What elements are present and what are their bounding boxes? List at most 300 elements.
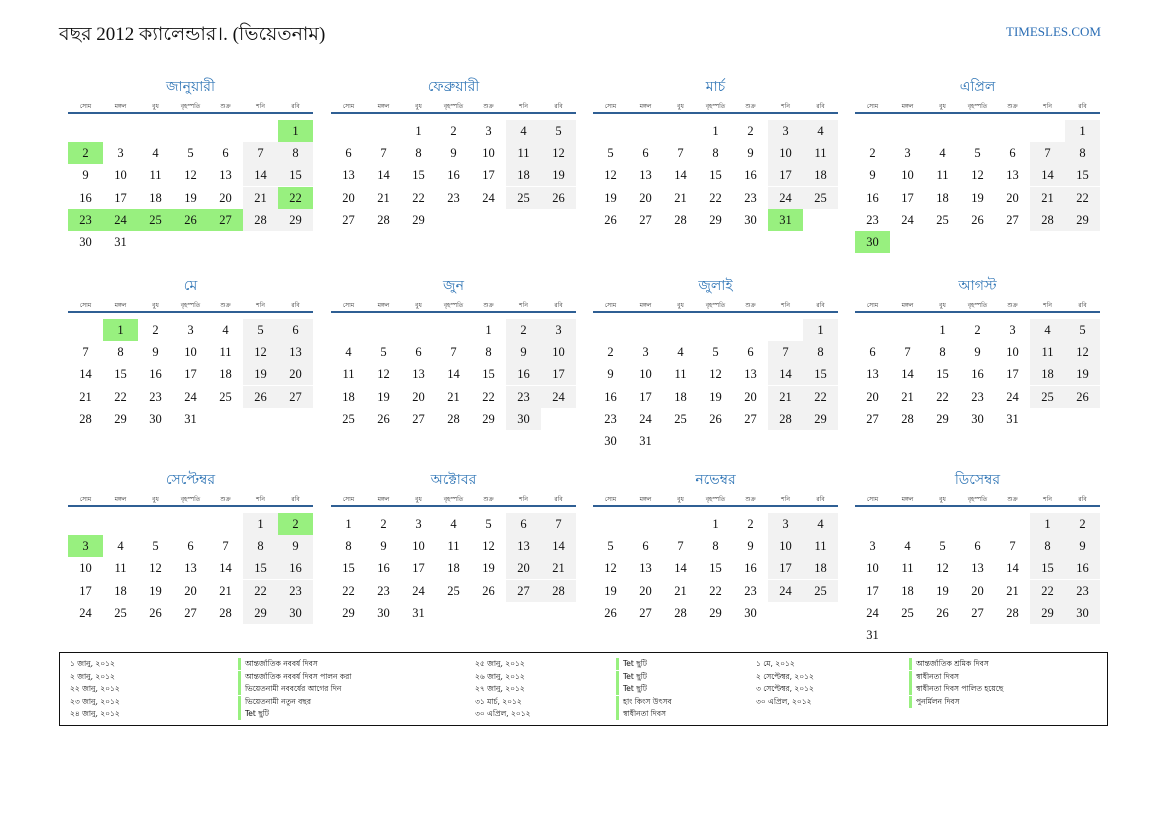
day-cell[interactable]: 6 bbox=[345, 146, 352, 161]
day-cell[interactable]: 10 bbox=[901, 168, 914, 183]
day-cell[interactable]: 1 bbox=[345, 517, 352, 531]
day-cell[interactable]: 28 bbox=[768, 408, 803, 430]
day-cell[interactable]: 20 bbox=[866, 389, 879, 404]
day-cell[interactable]: 29 bbox=[709, 605, 722, 620]
day-cell[interactable]: 21 bbox=[243, 187, 278, 209]
day-cell[interactable]: 23 bbox=[744, 190, 757, 205]
day-cell[interactable]: 20 bbox=[639, 583, 652, 598]
day-cell[interactable]: 13 bbox=[639, 168, 652, 183]
day-cell[interactable]: 6 bbox=[974, 539, 981, 554]
day-cell[interactable]: 9 bbox=[152, 345, 159, 360]
day-cell[interactable]: 7 bbox=[677, 539, 684, 554]
day-cell[interactable]: 29 bbox=[709, 212, 722, 227]
day-cell[interactable]: 6 bbox=[278, 319, 313, 341]
day-cell[interactable]: 28 bbox=[219, 605, 232, 620]
day-cell[interactable]: 27 bbox=[208, 209, 243, 231]
day-cell[interactable]: 17 bbox=[482, 168, 495, 183]
day-cell[interactable]: 15 bbox=[114, 367, 127, 382]
day-cell[interactable]: 22 bbox=[342, 583, 355, 598]
day-cell[interactable]: 7 bbox=[768, 341, 803, 363]
day-cell[interactable]: 22 bbox=[114, 389, 127, 404]
day-cell[interactable]: 22 bbox=[482, 389, 495, 404]
day-cell[interactable]: 23 bbox=[377, 583, 390, 598]
day-cell[interactable]: 7 bbox=[82, 345, 89, 360]
day-cell[interactable]: 24 bbox=[412, 583, 425, 598]
day-cell[interactable]: 21 bbox=[447, 389, 460, 404]
day-cell[interactable]: 13 bbox=[278, 341, 313, 363]
day-cell[interactable]: 11 bbox=[803, 142, 838, 164]
day-cell[interactable]: 14 bbox=[674, 561, 687, 576]
day-cell[interactable]: 16 bbox=[447, 168, 460, 183]
day-cell[interactable]: 20 bbox=[1006, 190, 1019, 205]
day-cell[interactable]: 27 bbox=[866, 411, 879, 426]
day-cell[interactable]: 24 bbox=[541, 386, 576, 408]
day-cell[interactable]: 3 bbox=[1009, 323, 1016, 337]
day-cell[interactable]: 1 bbox=[712, 124, 719, 138]
day-cell[interactable]: 23 bbox=[604, 411, 617, 426]
day-cell[interactable]: 5 bbox=[607, 146, 614, 161]
day-cell[interactable]: 29 bbox=[114, 411, 127, 426]
day-cell[interactable]: 2 bbox=[152, 323, 159, 337]
day-cell[interactable]: 24 bbox=[184, 389, 197, 404]
day-cell[interactable]: 15 bbox=[243, 557, 278, 579]
day-cell[interactable]: 17 bbox=[639, 389, 652, 404]
day-cell[interactable]: 5 bbox=[974, 146, 981, 161]
day-cell[interactable]: 6 bbox=[187, 539, 194, 554]
day-cell[interactable]: 20 bbox=[639, 190, 652, 205]
day-cell[interactable]: 14 bbox=[768, 363, 803, 385]
day-cell[interactable]: 25 bbox=[901, 605, 914, 620]
day-cell[interactable]: 11 bbox=[674, 367, 687, 382]
day-cell[interactable]: 2 bbox=[747, 124, 754, 138]
day-cell[interactable]: 24 bbox=[768, 187, 803, 209]
day-cell[interactable]: 6 bbox=[642, 146, 649, 161]
day-cell[interactable]: 4 bbox=[803, 513, 838, 535]
day-cell[interactable]: 9 bbox=[1065, 535, 1100, 557]
day-cell[interactable]: 16 bbox=[744, 168, 757, 183]
site-link[interactable]: TIMESLES.COM bbox=[1006, 24, 1101, 39]
day-cell[interactable]: 5 bbox=[712, 345, 719, 360]
day-cell[interactable]: 10 bbox=[482, 146, 495, 161]
day-cell[interactable]: 25 bbox=[447, 583, 460, 598]
day-cell[interactable]: 29 bbox=[342, 605, 355, 620]
day-cell[interactable]: 23 bbox=[971, 389, 984, 404]
day-cell[interactable]: 16 bbox=[377, 561, 390, 576]
day-cell[interactable]: 23 bbox=[744, 583, 757, 598]
day-cell[interactable]: 16 bbox=[149, 367, 162, 382]
day-cell[interactable]: 2 bbox=[1065, 513, 1100, 535]
day-cell[interactable]: 28 bbox=[1030, 209, 1065, 231]
day-cell[interactable]: 3 bbox=[869, 539, 876, 554]
day-cell[interactable]: 21 bbox=[79, 389, 92, 404]
day-cell[interactable]: 8 bbox=[485, 345, 492, 360]
day-cell[interactable]: 26 bbox=[604, 212, 617, 227]
day-cell[interactable]: 4 bbox=[345, 345, 352, 360]
day-cell[interactable]: 4 bbox=[677, 345, 684, 360]
day-cell[interactable]: 26 bbox=[243, 386, 278, 408]
day-cell[interactable]: 16 bbox=[506, 363, 541, 385]
day-cell[interactable]: 22 bbox=[243, 580, 278, 602]
day-cell[interactable]: 24 bbox=[1006, 389, 1019, 404]
day-cell[interactable]: 3 bbox=[768, 513, 803, 535]
day-cell[interactable]: 19 bbox=[243, 363, 278, 385]
day-cell[interactable]: 24 bbox=[639, 411, 652, 426]
day-cell[interactable]: 29 bbox=[803, 408, 838, 430]
day-cell[interactable]: 28 bbox=[674, 605, 687, 620]
day-cell[interactable]: 2 bbox=[450, 124, 457, 138]
day-cell[interactable]: 9 bbox=[974, 345, 981, 360]
day-cell[interactable]: 20 bbox=[219, 190, 232, 205]
day-cell[interactable]: 1 bbox=[712, 517, 719, 531]
day-cell[interactable]: 2 bbox=[278, 513, 313, 535]
day-cell[interactable]: 21 bbox=[377, 190, 390, 205]
day-cell[interactable]: 8 bbox=[1065, 142, 1100, 164]
day-cell[interactable]: 26 bbox=[971, 212, 984, 227]
day-cell[interactable]: 17 bbox=[541, 363, 576, 385]
day-cell[interactable]: 7 bbox=[904, 345, 911, 360]
day-cell[interactable]: 12 bbox=[482, 539, 495, 554]
day-cell[interactable]: 9 bbox=[506, 341, 541, 363]
day-cell[interactable]: 4 bbox=[904, 539, 911, 554]
day-cell[interactable]: 2 bbox=[607, 345, 614, 360]
day-cell[interactable]: 3 bbox=[904, 146, 911, 161]
day-cell[interactable]: 19 bbox=[709, 389, 722, 404]
day-cell[interactable]: 14 bbox=[1006, 561, 1019, 576]
day-cell[interactable]: 30 bbox=[971, 411, 984, 426]
day-cell[interactable]: 28 bbox=[1006, 605, 1019, 620]
day-cell[interactable]: 5 bbox=[541, 120, 576, 142]
day-cell[interactable]: 4 bbox=[939, 146, 946, 161]
day-cell[interactable]: 10 bbox=[768, 535, 803, 557]
day-cell[interactable]: 22 bbox=[1030, 580, 1065, 602]
day-cell[interactable]: 26 bbox=[377, 411, 390, 426]
day-cell[interactable]: 26 bbox=[482, 583, 495, 598]
day-cell[interactable]: 15 bbox=[278, 164, 313, 186]
day-cell[interactable]: 25 bbox=[803, 580, 838, 602]
day-cell[interactable]: 10 bbox=[541, 341, 576, 363]
day-cell[interactable]: 19 bbox=[936, 583, 949, 598]
day-cell[interactable]: 5 bbox=[939, 539, 946, 554]
day-cell[interactable]: 10 bbox=[639, 367, 652, 382]
day-cell[interactable]: 9 bbox=[607, 367, 614, 382]
day-cell[interactable]: 15 bbox=[1030, 557, 1065, 579]
day-cell[interactable]: 14 bbox=[243, 164, 278, 186]
day-cell[interactable]: 16 bbox=[1065, 557, 1100, 579]
day-cell[interactable]: 17 bbox=[901, 190, 914, 205]
day-cell[interactable]: 26 bbox=[604, 605, 617, 620]
day-cell[interactable]: 3 bbox=[68, 535, 103, 557]
day-cell[interactable]: 11 bbox=[901, 561, 914, 576]
day-cell[interactable]: 14 bbox=[901, 367, 914, 382]
day-cell[interactable]: 19 bbox=[482, 561, 495, 576]
day-cell[interactable]: 10 bbox=[412, 539, 425, 554]
day-cell[interactable]: 21 bbox=[768, 386, 803, 408]
day-cell[interactable]: 30 bbox=[79, 235, 92, 249]
day-cell[interactable]: 9 bbox=[380, 539, 387, 554]
day-cell[interactable]: 28 bbox=[447, 411, 460, 426]
day-cell[interactable]: 12 bbox=[971, 168, 984, 183]
day-cell[interactable]: 11 bbox=[447, 539, 460, 554]
day-cell[interactable]: 18 bbox=[803, 557, 838, 579]
day-cell[interactable]: 28 bbox=[541, 580, 576, 602]
day-cell[interactable]: 22 bbox=[803, 386, 838, 408]
day-cell[interactable]: 5 bbox=[380, 345, 387, 360]
day-cell[interactable]: 20 bbox=[744, 389, 757, 404]
day-cell[interactable]: 3 bbox=[642, 345, 649, 360]
day-cell[interactable]: 23 bbox=[149, 389, 162, 404]
day-cell[interactable]: 2 bbox=[747, 517, 754, 531]
day-cell[interactable]: 20 bbox=[342, 190, 355, 205]
day-cell[interactable]: 18 bbox=[219, 367, 232, 382]
day-cell[interactable]: 15 bbox=[709, 168, 722, 183]
day-cell[interactable]: 19 bbox=[971, 190, 984, 205]
day-cell[interactable]: 7 bbox=[541, 513, 576, 535]
day-cell[interactable]: 28 bbox=[79, 411, 92, 426]
day-cell[interactable]: 7 bbox=[450, 345, 457, 360]
day-cell[interactable]: 14 bbox=[447, 367, 460, 382]
day-cell[interactable]: 7 bbox=[243, 142, 278, 164]
day-cell[interactable]: 25 bbox=[114, 605, 127, 620]
day-cell[interactable]: 4 bbox=[506, 120, 541, 142]
day-cell[interactable]: 30 bbox=[855, 231, 890, 253]
day-cell[interactable]: 17 bbox=[1006, 367, 1019, 382]
day-cell[interactable]: 27 bbox=[639, 212, 652, 227]
day-cell[interactable]: 24 bbox=[79, 605, 92, 620]
day-cell[interactable]: 13 bbox=[1006, 168, 1019, 183]
day-cell[interactable]: 7 bbox=[1030, 142, 1065, 164]
day-cell[interactable]: 19 bbox=[149, 583, 162, 598]
day-cell[interactable]: 15 bbox=[412, 168, 425, 183]
day-cell[interactable]: 1 bbox=[1065, 120, 1100, 142]
day-cell[interactable]: 27 bbox=[184, 605, 197, 620]
day-cell[interactable]: 18 bbox=[506, 164, 541, 186]
day-cell[interactable]: 8 bbox=[345, 539, 352, 554]
day-cell[interactable]: 30 bbox=[278, 602, 313, 624]
day-cell[interactable]: 11 bbox=[803, 535, 838, 557]
day-cell[interactable]: 29 bbox=[1030, 602, 1065, 624]
day-cell[interactable]: 21 bbox=[541, 557, 576, 579]
day-cell[interactable]: 6 bbox=[1009, 146, 1016, 161]
day-cell[interactable]: 6 bbox=[747, 345, 754, 360]
day-cell[interactable]: 18 bbox=[149, 190, 162, 205]
day-cell[interactable]: 3 bbox=[485, 124, 492, 138]
day-cell[interactable]: 2 bbox=[380, 517, 387, 531]
day-cell[interactable]: 17 bbox=[866, 583, 879, 598]
day-cell[interactable]: 24 bbox=[901, 212, 914, 227]
day-cell[interactable]: 21 bbox=[901, 389, 914, 404]
day-cell[interactable]: 15 bbox=[482, 367, 495, 382]
day-cell[interactable]: 31 bbox=[1006, 411, 1019, 426]
day-cell[interactable]: 10 bbox=[184, 345, 197, 360]
day-cell[interactable]: 13 bbox=[744, 367, 757, 382]
day-cell[interactable]: 5 bbox=[485, 517, 492, 531]
day-cell[interactable]: 15 bbox=[803, 363, 838, 385]
day-cell[interactable]: 26 bbox=[936, 605, 949, 620]
day-cell[interactable]: 13 bbox=[412, 367, 425, 382]
day-cell[interactable]: 1 bbox=[103, 319, 138, 341]
day-cell[interactable]: 5 bbox=[1065, 319, 1100, 341]
day-cell[interactable]: 3 bbox=[187, 323, 194, 337]
day-cell[interactable]: 20 bbox=[971, 583, 984, 598]
day-cell[interactable]: 26 bbox=[709, 411, 722, 426]
day-cell[interactable]: 2 bbox=[506, 319, 541, 341]
day-cell[interactable]: 14 bbox=[1030, 164, 1065, 186]
day-cell[interactable]: 19 bbox=[377, 389, 390, 404]
day-cell[interactable]: 12 bbox=[184, 168, 197, 183]
day-cell[interactable]: 13 bbox=[342, 168, 355, 183]
day-cell[interactable]: 23 bbox=[866, 212, 879, 227]
day-cell[interactable]: 1 bbox=[1030, 513, 1065, 535]
day-cell[interactable]: 1 bbox=[243, 513, 278, 535]
day-cell[interactable]: 8 bbox=[243, 535, 278, 557]
day-cell[interactable]: 13 bbox=[219, 168, 232, 183]
day-cell[interactable]: 8 bbox=[712, 539, 719, 554]
day-cell[interactable]: 29 bbox=[1065, 209, 1100, 231]
day-cell[interactable]: 29 bbox=[412, 212, 425, 227]
day-cell[interactable]: 12 bbox=[709, 367, 722, 382]
day-cell[interactable]: 17 bbox=[768, 557, 803, 579]
day-cell[interactable]: 9 bbox=[82, 168, 89, 183]
day-cell[interactable]: 25 bbox=[342, 411, 355, 426]
day-cell[interactable]: 16 bbox=[971, 367, 984, 382]
day-cell[interactable]: 29 bbox=[243, 602, 278, 624]
day-cell[interactable]: 5 bbox=[243, 319, 278, 341]
day-cell[interactable]: 14 bbox=[219, 561, 232, 576]
day-cell[interactable]: 29 bbox=[278, 209, 313, 231]
day-cell[interactable]: 25 bbox=[506, 187, 541, 209]
day-cell[interactable]: 27 bbox=[342, 212, 355, 227]
day-cell[interactable]: 12 bbox=[604, 168, 617, 183]
day-cell[interactable]: 3 bbox=[768, 120, 803, 142]
day-cell[interactable]: 11 bbox=[936, 168, 949, 183]
day-cell[interactable]: 4 bbox=[450, 517, 457, 531]
day-cell[interactable]: 27 bbox=[971, 605, 984, 620]
day-cell[interactable]: 8 bbox=[939, 345, 946, 360]
day-cell[interactable]: 4 bbox=[152, 146, 159, 161]
day-cell[interactable]: 10 bbox=[79, 561, 92, 576]
day-cell[interactable]: 12 bbox=[936, 561, 949, 576]
day-cell[interactable]: 14 bbox=[674, 168, 687, 183]
day-cell[interactable]: 7 bbox=[1009, 539, 1016, 554]
day-cell[interactable]: 4 bbox=[117, 539, 124, 554]
day-cell[interactable]: 12 bbox=[243, 341, 278, 363]
day-cell[interactable]: 7 bbox=[677, 146, 684, 161]
day-cell[interactable]: 9 bbox=[278, 535, 313, 557]
day-cell[interactable]: 4 bbox=[1030, 319, 1065, 341]
day-cell[interactable]: 19 bbox=[604, 583, 617, 598]
day-cell[interactable]: 1 bbox=[803, 319, 838, 341]
day-cell[interactable]: 1 bbox=[415, 124, 422, 138]
day-cell[interactable]: 12 bbox=[604, 561, 617, 576]
day-cell[interactable]: 8 bbox=[803, 341, 838, 363]
day-cell[interactable]: 30 bbox=[604, 434, 617, 448]
day-cell[interactable]: 14 bbox=[541, 535, 576, 557]
day-cell[interactable]: 20 bbox=[506, 557, 541, 579]
day-cell[interactable]: 8 bbox=[278, 142, 313, 164]
day-cell[interactable]: 8 bbox=[415, 146, 422, 161]
day-cell[interactable]: 13 bbox=[639, 561, 652, 576]
day-cell[interactable]: 10 bbox=[1006, 345, 1019, 360]
day-cell[interactable]: 7 bbox=[222, 539, 229, 554]
day-cell[interactable]: 18 bbox=[901, 583, 914, 598]
day-cell[interactable]: 5 bbox=[607, 539, 614, 554]
day-cell[interactable]: 22 bbox=[709, 583, 722, 598]
day-cell[interactable]: 21 bbox=[674, 190, 687, 205]
day-cell[interactable]: 14 bbox=[377, 168, 390, 183]
day-cell[interactable]: 1 bbox=[278, 120, 313, 142]
day-cell[interactable]: 23 bbox=[1065, 580, 1100, 602]
day-cell[interactable]: 3 bbox=[541, 319, 576, 341]
day-cell[interactable]: 8 bbox=[1030, 535, 1065, 557]
day-cell[interactable]: 26 bbox=[149, 605, 162, 620]
day-cell[interactable]: 25 bbox=[803, 187, 838, 209]
day-cell[interactable]: 30 bbox=[1065, 602, 1100, 624]
day-cell[interactable]: 31 bbox=[412, 605, 425, 620]
day-cell[interactable]: 21 bbox=[1006, 583, 1019, 598]
day-cell[interactable]: 26 bbox=[541, 187, 576, 209]
day-cell[interactable]: 22 bbox=[709, 190, 722, 205]
day-cell[interactable]: 6 bbox=[642, 539, 649, 554]
day-cell[interactable]: 26 bbox=[173, 209, 208, 231]
day-cell[interactable]: 15 bbox=[1065, 164, 1100, 186]
day-cell[interactable]: 29 bbox=[482, 411, 495, 426]
day-cell[interactable]: 18 bbox=[1030, 363, 1065, 385]
day-cell[interactable]: 27 bbox=[412, 411, 425, 426]
day-cell[interactable]: 12 bbox=[541, 142, 576, 164]
day-cell[interactable]: 20 bbox=[412, 389, 425, 404]
day-cell[interactable]: 14 bbox=[79, 367, 92, 382]
day-cell[interactable]: 17 bbox=[79, 583, 92, 598]
day-cell[interactable]: 30 bbox=[149, 411, 162, 426]
day-cell[interactable]: 28 bbox=[377, 212, 390, 227]
day-cell[interactable]: 23 bbox=[506, 386, 541, 408]
day-cell[interactable]: 9 bbox=[450, 146, 457, 161]
day-cell[interactable]: 13 bbox=[184, 561, 197, 576]
day-cell[interactable]: 30 bbox=[744, 605, 757, 620]
day-cell[interactable]: 24 bbox=[482, 190, 495, 205]
day-cell[interactable]: 19 bbox=[604, 190, 617, 205]
day-cell[interactable]: 22 bbox=[278, 187, 313, 209]
day-cell[interactable]: 12 bbox=[1065, 341, 1100, 363]
day-cell[interactable]: 5 bbox=[187, 146, 194, 161]
day-cell[interactable]: 4 bbox=[222, 323, 229, 337]
day-cell[interactable]: 15 bbox=[342, 561, 355, 576]
day-cell[interactable]: 23 bbox=[68, 209, 103, 231]
day-cell[interactable]: 30 bbox=[744, 212, 757, 227]
day-cell[interactable]: 28 bbox=[243, 209, 278, 231]
day-cell[interactable]: 20 bbox=[184, 583, 197, 598]
day-cell[interactable]: 25 bbox=[138, 209, 173, 231]
day-cell[interactable]: 21 bbox=[219, 583, 232, 598]
day-cell[interactable]: 13 bbox=[506, 535, 541, 557]
day-cell[interactable]: 3 bbox=[117, 146, 124, 161]
day-cell[interactable]: 10 bbox=[866, 561, 879, 576]
day-cell[interactable]: 19 bbox=[541, 164, 576, 186]
day-cell[interactable]: 6 bbox=[506, 513, 541, 535]
day-cell[interactable]: 18 bbox=[936, 190, 949, 205]
day-cell[interactable]: 17 bbox=[114, 190, 127, 205]
day-cell[interactable]: 11 bbox=[506, 142, 541, 164]
day-cell[interactable]: 31 bbox=[114, 235, 127, 249]
day-cell[interactable]: 10 bbox=[768, 142, 803, 164]
day-cell[interactable]: 16 bbox=[79, 190, 92, 205]
day-cell[interactable]: 4 bbox=[803, 120, 838, 142]
day-cell[interactable]: 11 bbox=[114, 561, 127, 576]
day-cell[interactable]: 13 bbox=[971, 561, 984, 576]
day-cell[interactable]: 31 bbox=[639, 434, 652, 448]
day-cell[interactable]: 9 bbox=[747, 146, 754, 161]
day-cell[interactable]: 27 bbox=[1006, 212, 1019, 227]
